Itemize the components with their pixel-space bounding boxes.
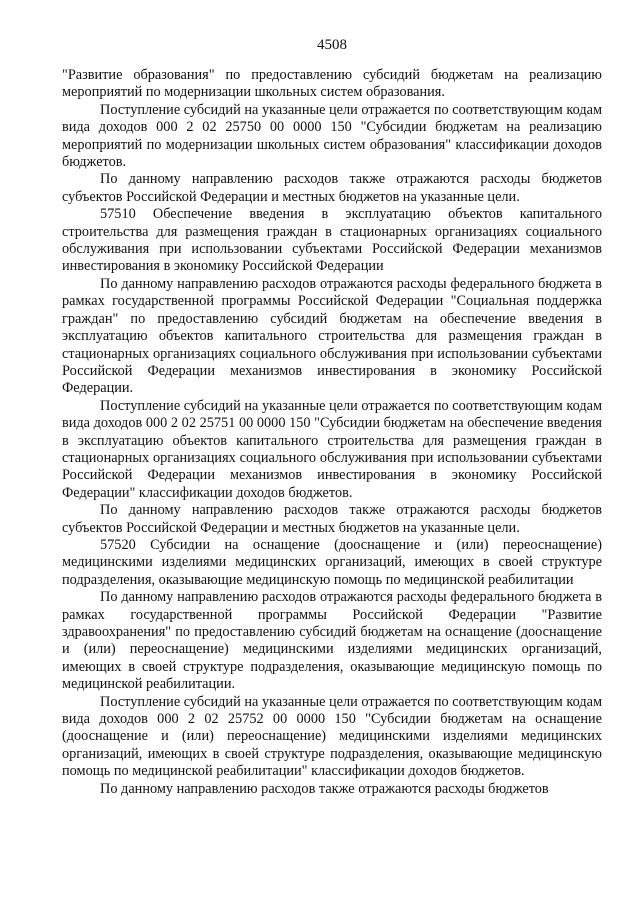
paragraph-heading-57510: 57510 Обеспечение введения в эксплуатацию объектов капитального строительства для размещения граждан в стационарных организациях социального обслуживания при использовании субъектами Российской Федерации механизмов инвестирования в экономику Российской Федерации	[62, 206, 602, 275]
paragraph-income-code-25752: Поступление субсидий на указанные цели отражается по соответствующим кодам вида доходов 000 2 02 25752 00 0000 150 "Субсидии бюджетам на оснащение (дооснащение и (или) переоснащение) медицинскими изделиями медицинских организаций, имеющих в своей структуре подразделения, оказывающие медицинскую помощь по медицинской реабилитации" классификации доходов бюджетов.	[62, 693, 602, 780]
paragraph-regional-budgets-1: По данному направлению расходов также отражаются расходы бюджетов субъектов Российской Федерации и местных бюджетов на указанные цели.	[62, 171, 602, 205]
paragraph-regional-budgets-2: По данному направлению расходов также отражаются расходы бюджетов субъектов Российской Федерации и местных бюджетов на указанные цели.	[62, 502, 602, 536]
paragraph-heading-57520: 57520 Субсидии на оснащение (дооснащение и (или) переоснащение) медицинскими изделиями медицинских организаций, имеющих в своей структуре подразделения, оказывающие медицинскую помощь по медицинской реабилитации	[62, 536, 602, 588]
paragraph-regional-budgets-3: По данному направлению расходов также отражаются расходы бюджетов	[100, 780, 549, 797]
paragraph-federal-expenses-57510: По данному направлению расходов отражаются расходы федерального бюджета в рамках государственной программы Российской Федерации "Социальная поддержка граждан" по предоставлению субсидий бюджетам на обеспечение введения в эксплуатацию объектов капитального строительства для размещения граждан в стационарных организациях социального обслуживания при использовании субъектами Российской Федерации механизмов инвестирования в экономику Российской Федерации.	[62, 275, 602, 397]
paragraph-income-code-25750: Поступление субсидий на указанные цели отражается по соответствующим кодам вида доходов 000 2 02 25750 00 0000 150 "Субсидии бюджетам на реализацию мероприятий по модернизации школьных систем образования" классификации доходов бюджетов.	[62, 101, 602, 171]
paragraph-income-code-25751: Поступление субсидий на указанные цели отражается по соответствующим кодам вида доходов 000 2 02 25751 00 0000 150 "Субсидии бюджетам на обеспечение введения в эксплуатацию объектов капитального строительства для размещения граждан в стационарных организациях социального обслуживания при использовании субъектами Российской Федерации механизмов инвестирования в экономику Российской Федерации" классификации доходов бюджетов.	[62, 397, 602, 501]
paragraph-federal-expenses-57520: По данному направлению расходов отражаются расходы федерального бюджета в рамках государственной программы Российской Федерации "Развитие здравоохранения" по предоставлению субсидий бюджетам на оснащение (дооснащение и (или) переоснащение) медицинскими изделиями медицинских организаций, имеющих в своей структуре подразделения, оказывающие медицинскую помощь по медицинской реабилитации.	[62, 589, 602, 693]
page-number: 4508	[317, 37, 347, 53]
paragraph-continuation: "Развитие образования" по предоставлению субсидий бюджетам на реализацию мероприятий по модернизации школьных систем образования.	[62, 67, 602, 101]
